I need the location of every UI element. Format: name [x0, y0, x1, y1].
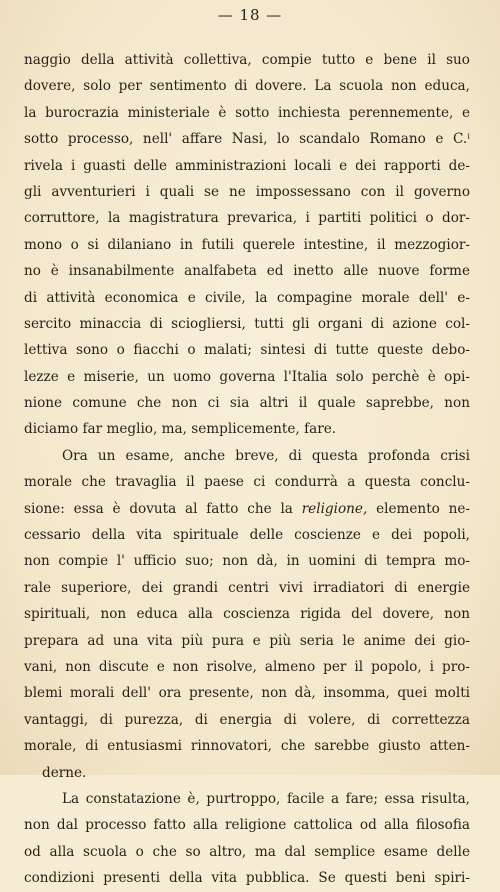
- text-line: od alla scuola o che so altro, ma dal semplice esame delle: [24, 843, 470, 860]
- paragraph-start-line: La constatazione è, purtroppo, facile a fare; essa risulta,: [62, 790, 470, 807]
- text-line: gli avventurieri i quali se ne impossessano con il governo: [24, 183, 470, 200]
- text-line: nione comune che non ci sia altri il quale saprebbe, non: [24, 395, 470, 412]
- text-line: non compie l' ufficio suo; non dà, in uomini di tempra mo-: [24, 553, 470, 570]
- text-line: naggio della attività collettiva, compie tutto e bene il suo: [24, 52, 470, 68]
- text-line: spirituali, non educa alla coscienza rigida del dovere, non: [24, 606, 470, 623]
- text-line: la burocrazia ministeriale è sotto inchiesta perennemente, e: [24, 104, 470, 121]
- text-line: derne.: [42, 764, 87, 781]
- text-line: lezze e miserie, un uomo governa l'Italia solo perchè è opi-: [24, 368, 470, 385]
- text-line: sercito minaccia di sciogliersi, tutti gli organi di azione col-: [24, 315, 470, 332]
- text-line: blemi morali dell' ora presente, non dà, insomma, quei molti: [24, 685, 470, 702]
- text-line: vantaggi, di purezza, di energia di volere, di correttezza: [24, 711, 470, 728]
- text-segment: sione: essa è dovuta al fatto che la: [24, 500, 293, 517]
- page-number: — 18 —: [217, 6, 283, 24]
- text-line: diciamo far meglio, ma, semplicemente, fare.: [24, 421, 337, 438]
- text-segment: elemento ne-: [376, 500, 470, 517]
- text-line: cessario della vita spirituale delle coscienze e dei popoli,: [24, 527, 470, 544]
- text-line: non dal processo fatto alla religione cattolica od alla filosofia: [24, 817, 470, 834]
- text-line: condizioni presenti della vita pubblica. Se questi beni spiri-: [24, 870, 470, 887]
- text-line: dovere, solo per sentimento di dovere. La scuola non educa,: [24, 78, 470, 95]
- text-line: di attività economica e civile, la compagine morale dell' e-: [24, 289, 470, 306]
- text-line: prepara ad una vita più pura e più seria le anime dei gio-: [24, 632, 470, 649]
- text-line: morale, di entusiasmi rinnovatori, che sarebbe giusto atten-: [24, 738, 470, 755]
- text-line: rale superiore, dei grandi centri vivi irradiatori di energie: [24, 579, 470, 596]
- italic-word: religione,: [301, 500, 368, 517]
- text-line: sotto processo, nell' affare Nasi, lo scandalo Romano e C.ⁱ: [24, 131, 470, 148]
- text-line: no è insanabilmente analfabeta ed inetto alle nuove forme: [24, 263, 470, 280]
- text-line-with-italic: [24, 496, 470, 522]
- text-line: lettiva sono o fiacchi o malati; sintesi di tutte queste debo-: [24, 342, 470, 359]
- paragraph-start-line: Ora un esame, anche breve, di questa profonda crisi: [62, 447, 470, 464]
- text-line: morale che travaglia il paese ci condurrà a questa conclu-: [24, 474, 470, 491]
- body-text: [24, 47, 470, 892]
- text-line: corruttore, la magistratura prevarica, i partiti politici o dor-: [24, 210, 470, 227]
- text-line: rivela i guasti delle amministrazioni locali e dei rapporti de-: [24, 157, 470, 174]
- text-line: mono o si dilaniano in futili querele intestine, il mezzogior-: [24, 236, 470, 253]
- text-line: vani, non discute e non risolve, almeno per il popolo, i pro-: [24, 658, 470, 675]
